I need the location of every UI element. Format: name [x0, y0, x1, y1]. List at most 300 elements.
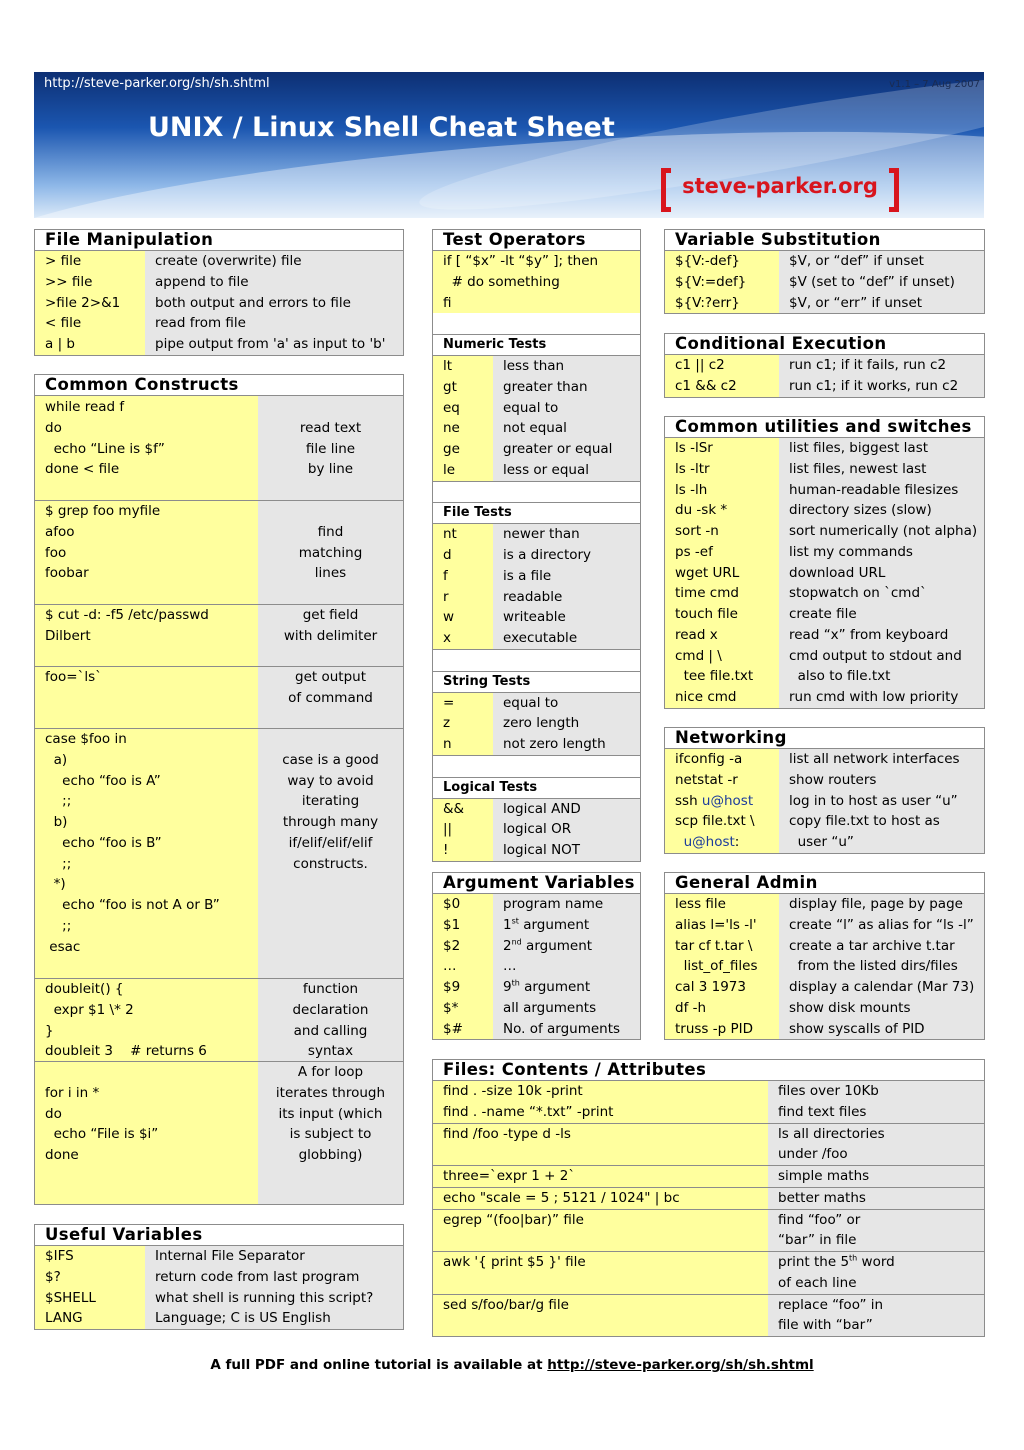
construct-line: [35, 1021, 403, 1042]
construct-line: [35, 667, 403, 688]
useful-variables-box: [34, 1224, 404, 1330]
common-utilities-desc: stopwatch on `cmd`: [779, 583, 984, 604]
construct-line: [35, 771, 403, 792]
construct-desc: find: [317, 523, 344, 540]
file-tests-rows: [433, 524, 640, 649]
networking-desc: list all network interfaces: [779, 749, 984, 770]
argument-variables-row: [433, 998, 640, 1019]
common-utilities-desc: directory sizes (slow): [779, 500, 984, 521]
general-admin-key: truss -p PID: [665, 1019, 779, 1040]
logo-text: steve-parker.org: [682, 174, 878, 198]
file-tests-desc: readable: [493, 587, 640, 608]
construct-line: [35, 688, 403, 709]
construct-desc: get output: [295, 669, 366, 685]
file-tests-op: d: [433, 545, 493, 566]
networking-desc: copy file.txt to host as: [779, 811, 984, 832]
test-operators-title: Test Operators: [433, 230, 640, 251]
files-contents-cmd: find . -name “*.txt” -print: [433, 1102, 768, 1123]
common-utilities-key: time cmd: [665, 583, 779, 604]
general-admin-row: [665, 915, 984, 936]
variable-substitution-row: [665, 251, 984, 272]
networking-key: ssh u@host: [665, 791, 779, 812]
networking-row: [665, 832, 984, 853]
construct-desc: if/elif/elif/elif: [288, 834, 373, 851]
construct-code: ;;: [45, 793, 72, 810]
numeric-tests-op: lt: [433, 356, 493, 377]
string-tests-desc: not zero length: [493, 734, 640, 755]
construct-code: expr $1 \* 2: [45, 1001, 134, 1018]
construct-line: [35, 563, 403, 584]
argument-variables-key: $0: [433, 894, 493, 915]
logical-tests-rows: [433, 799, 640, 861]
files-contents-row: [433, 1081, 984, 1102]
construct-line: [35, 1104, 403, 1125]
numeric-tests-desc: greater or equal: [493, 439, 640, 460]
spacer: [433, 756, 640, 777]
file-tests-row: [433, 545, 640, 566]
common-utilities-desc: create file: [779, 604, 984, 625]
common-utilities-key: cmd | \: [665, 646, 779, 667]
numeric-tests-op: ge: [433, 439, 493, 460]
file-manipulation-rows: [35, 251, 403, 355]
argument-variables-row: [433, 936, 640, 957]
general-admin-desc: from the listed dirs/files: [779, 956, 984, 977]
logical-tests-op: !: [433, 840, 493, 861]
construct-code: do: [45, 1105, 62, 1122]
conditional-execution-box: [664, 333, 985, 398]
common-utilities-title: Common utilities and switches: [665, 417, 984, 438]
file-tests-op: x: [433, 628, 493, 649]
construct-line: [35, 854, 403, 875]
header-banner: [34, 72, 984, 218]
files-contents-row: [433, 1210, 984, 1231]
file-tests-desc: is a directory: [493, 545, 640, 566]
footer: [0, 1357, 1024, 1373]
numeric-tests-rows: [433, 356, 640, 481]
networking-box: [664, 727, 985, 854]
construct-code: case $foo in: [45, 731, 127, 747]
argument-variables-row: [433, 915, 640, 936]
files-contents-desc: file with “bar”: [768, 1315, 984, 1336]
files-contents-desc: files over 10Kb: [768, 1081, 984, 1102]
common-utilities-key: ls -lSr: [665, 438, 779, 459]
useful-variables-rows: [35, 1246, 403, 1329]
argument-variables-row: [433, 1019, 640, 1040]
user-host-text: u@host: [701, 792, 754, 809]
variable-substitution-title: Variable Substitution: [665, 230, 984, 251]
construct-code: b): [45, 814, 68, 830]
files-contents-cmd: find /foo -type d -ls: [433, 1124, 768, 1145]
construct-desc: globbing): [298, 1147, 363, 1163]
files-contents-desc: replace “foo” in: [768, 1295, 984, 1316]
file-manipulation-row: [35, 334, 403, 355]
file-tests-desc: executable: [493, 628, 640, 649]
argument-variables-desc: 9th argument: [493, 977, 640, 998]
argument-variables-desc: 1st argument: [493, 915, 640, 936]
conditional-execution-desc: run c1; if it works, run c2: [779, 376, 984, 397]
useful-variables-row: [35, 1246, 403, 1267]
string-tests-op: n: [433, 734, 493, 755]
files-contents-cmd: three=`expr 1 + 2`: [433, 1166, 768, 1187]
common-utilities-box: [664, 416, 985, 709]
networking-key: netstat -r: [665, 770, 779, 791]
construct-code: ;;: [45, 917, 72, 934]
networking-key: scp file.txt \: [665, 811, 779, 832]
file-manipulation-row: [35, 272, 403, 293]
networking-row: [665, 770, 984, 791]
files-contents-row: [433, 1315, 984, 1336]
files-contents-desc: better maths: [768, 1188, 984, 1209]
file-manipulation-key: >> file: [35, 272, 145, 293]
variable-substitution-desc: $V (set to “def” if unset): [779, 272, 984, 293]
useful-variables-row: [35, 1288, 403, 1309]
construct-code: esac: [45, 938, 81, 955]
files-contents-row: [433, 1230, 984, 1252]
header-url[interactable]: http://steve-parker.org/sh/sh.shtml: [44, 76, 270, 91]
conditional-execution-title: Conditional Execution: [665, 334, 984, 355]
general-admin-key: tar cf t.tar \: [665, 936, 779, 957]
group-divider: [35, 1061, 403, 1062]
construct-desc: lines: [314, 565, 347, 582]
files-contents-cmd: echo "scale = 5 ; 5121 / 1024" | bc: [433, 1188, 768, 1209]
argument-variables-key: $9: [433, 977, 493, 998]
numeric-tests-row: [433, 398, 640, 419]
common-utilities-key: du -sk *: [665, 500, 779, 521]
spacer: [433, 482, 640, 503]
general-admin-row: [665, 936, 984, 957]
common-utilities-desc: read “x” from keyboard: [779, 625, 984, 646]
networking-rows: [665, 749, 984, 853]
variable-substitution-key: ${V:=def}: [665, 272, 779, 293]
file-manipulation-row: [35, 251, 403, 272]
construct-code: foobar: [45, 565, 89, 582]
general-admin-desc: display a calendar (Mar 73): [779, 977, 984, 998]
general-admin-key: alias l='ls -l': [665, 915, 779, 936]
footer-link[interactable]: http://steve-parker.org/sh/sh.shtml: [547, 1357, 814, 1373]
construct-line: [35, 1000, 403, 1021]
construct-code: for i in *: [45, 1084, 100, 1101]
files-contents-cmd: [433, 1273, 768, 1294]
networking-row: [665, 749, 984, 770]
file-manipulation-key: >file 2>&1: [35, 293, 145, 314]
numeric-tests-op: gt: [433, 377, 493, 398]
general-admin-key: cal 3 1973: [665, 977, 779, 998]
argument-variables-desc: 2nd argument: [493, 936, 640, 957]
construct-line: [35, 501, 403, 522]
construct-line: [35, 439, 403, 460]
construct-desc: read text: [299, 419, 362, 436]
common-utilities-desc: list my commands: [779, 542, 984, 563]
numeric-tests-op: ne: [433, 418, 493, 439]
common-utilities-key: sort -n: [665, 521, 779, 542]
construct-code: echo “File is $i”: [45, 1126, 159, 1143]
construct-desc: case is a good: [282, 751, 379, 768]
numeric-tests-row: [433, 377, 640, 398]
numeric-tests-row: [433, 418, 640, 439]
string-tests-op: =: [433, 693, 493, 714]
common-utilities-row: [665, 583, 984, 604]
construct-code: a): [45, 751, 68, 768]
file-manipulation-key: a | b: [35, 334, 145, 355]
common-utilities-row: [665, 521, 984, 542]
general-admin-desc: show disk mounts: [779, 998, 984, 1019]
argument-variables-desc: …: [493, 956, 640, 977]
general-admin-row: [665, 1019, 984, 1040]
general-admin-row: [665, 894, 984, 915]
construct-code: done: [45, 1147, 79, 1163]
argument-variables-key: $1: [433, 915, 493, 936]
construct-line: [35, 397, 403, 418]
construct-desc: of command: [288, 689, 373, 706]
argument-variables-desc: all arguments: [493, 998, 640, 1019]
construct-line: [35, 605, 403, 626]
files-contents-cmd: [433, 1315, 768, 1336]
construct-code: $ grep foo myfile: [45, 503, 161, 519]
construct-desc: its input (which: [278, 1105, 383, 1122]
common-utilities-desc: run cmd with low priority: [779, 687, 984, 708]
useful-variables-desc: return code from last program: [145, 1267, 403, 1288]
numeric-tests-desc: equal to: [493, 398, 640, 419]
general-admin-row: [665, 956, 984, 977]
spacer: [433, 650, 640, 671]
page-title: UNIX / Linux Shell Cheat Sheet: [148, 112, 615, 143]
conditional-execution-desc: run c1; if it fails, run c2: [779, 355, 984, 376]
files-contents-row: [433, 1273, 984, 1295]
string-tests-desc: zero length: [493, 713, 640, 734]
variable-substitution-desc: $V, or “def” if unset: [779, 251, 984, 272]
files-contents-desc: find “foo” or: [768, 1210, 984, 1231]
common-utilities-row: [665, 480, 984, 501]
files-contents-title: Files: Contents / Attributes: [433, 1060, 984, 1081]
general-admin-box: [664, 872, 985, 1040]
argument-variables-key: $#: [433, 1019, 493, 1040]
construct-line: [35, 1041, 403, 1062]
networking-key: ifconfig -a: [665, 749, 779, 770]
file-manipulation-key: > file: [35, 251, 145, 272]
construct-code: $ cut -d: -f5 /etc/passwd: [45, 607, 209, 623]
variable-substitution-row: [665, 293, 984, 314]
construct-code: while read f: [45, 399, 125, 415]
numeric-tests-desc: less or equal: [493, 460, 640, 481]
file-manipulation-key: < file: [35, 313, 145, 334]
file-manipulation-box: [34, 229, 404, 356]
logical-tests-title: Logical Tests: [433, 778, 640, 799]
common-constructs-title: Common Constructs: [35, 375, 403, 396]
logical-tests-op: ||: [433, 819, 493, 840]
variable-substitution-key: ${V:-def}: [665, 251, 779, 272]
construct-desc: is subject to: [289, 1126, 372, 1143]
construct-line: [35, 791, 403, 812]
construct-code: doubleit() {: [45, 981, 124, 997]
construct-code: foo=`ls`: [45, 669, 102, 685]
construct-code: afoo: [45, 523, 75, 540]
common-utilities-desc: download URL: [779, 563, 984, 584]
file-tests-row: [433, 607, 640, 628]
construct-desc: and calling: [293, 1022, 368, 1039]
common-utilities-desc: also to file.txt: [779, 666, 984, 687]
common-utilities-row: [665, 500, 984, 521]
numeric-tests-row: [433, 439, 640, 460]
construct-line: [35, 418, 403, 439]
conditional-execution-key: c1 || c2: [665, 355, 779, 376]
group-divider: [35, 500, 403, 501]
ordinal-suffix: st: [511, 916, 519, 926]
files-contents-row: [433, 1295, 984, 1316]
test-code-text: fi: [433, 293, 640, 314]
construct-desc: with delimiter: [283, 627, 378, 644]
common-utilities-row: [665, 459, 984, 480]
general-admin-key: less file: [665, 894, 779, 915]
construct-line: [35, 895, 403, 916]
logo-bracket-right: [889, 168, 899, 212]
files-contents-row: [433, 1188, 984, 1210]
file-tests-title: File Tests: [433, 503, 640, 524]
useful-variables-desc: Internal File Separator: [145, 1246, 403, 1267]
file-tests-op: f: [433, 566, 493, 587]
variable-substitution-rows: [665, 251, 984, 313]
construct-code: done < file: [45, 461, 120, 478]
common-utilities-key: ps -ef: [665, 542, 779, 563]
file-tests-row: [433, 587, 640, 608]
construct-code: ;;: [45, 855, 72, 872]
construct-line: [35, 833, 403, 854]
logical-tests-desc: logical NOT: [493, 840, 640, 861]
construct-desc: matching: [298, 544, 363, 561]
files-contents-rows: [433, 1081, 984, 1336]
common-utilities-desc: human-readable filesizes: [779, 480, 984, 501]
construct-line: [35, 522, 403, 543]
files-contents-desc: “bar” in file: [768, 1230, 984, 1251]
construct-desc: by line: [307, 461, 354, 478]
general-admin-desc: display file, page by page: [779, 894, 984, 915]
construct-code: do: [45, 419, 62, 436]
file-tests-row: [433, 628, 640, 649]
files-contents-cmd: find . -size 10k -print: [433, 1081, 768, 1102]
logical-tests-row: [433, 819, 640, 840]
common-utilities-key: ls -ltr: [665, 459, 779, 480]
files-contents-box: [432, 1059, 985, 1337]
logical-tests-desc: logical AND: [493, 799, 640, 820]
file-tests-row: [433, 524, 640, 545]
string-tests-title: String Tests: [433, 672, 640, 693]
networking-row: [665, 791, 984, 812]
file-manipulation-title: File Manipulation: [35, 230, 403, 251]
argument-variables-row: [433, 894, 640, 915]
file-manipulation-desc: append to file: [145, 272, 403, 293]
files-contents-cmd: [433, 1230, 768, 1251]
argument-variables-row: [433, 956, 640, 977]
common-utilities-key: nice cmd: [665, 687, 779, 708]
common-utilities-desc: list files, biggest last: [779, 438, 984, 459]
test-operators-box: [432, 229, 641, 862]
common-utilities-rows: [665, 438, 984, 708]
file-manipulation-desc: pipe output from 'a' as input to 'b': [145, 334, 403, 355]
group-divider: [35, 978, 403, 979]
files-contents-row: [433, 1166, 984, 1188]
numeric-tests-row: [433, 460, 640, 481]
common-utilities-key: tee file.txt: [665, 666, 779, 687]
numeric-tests-op: eq: [433, 398, 493, 419]
general-admin-key: list_of_files: [665, 956, 779, 977]
useful-variables-key: LANG: [35, 1308, 145, 1329]
common-utilities-row: [665, 563, 984, 584]
group-divider: [35, 604, 403, 605]
logical-tests-desc: logical OR: [493, 819, 640, 840]
common-utilities-row: [665, 646, 984, 667]
header-version: v1.1 – 7 Aug 2007: [889, 79, 980, 90]
spacer: [433, 313, 640, 334]
group-divider: [35, 728, 403, 729]
conditional-execution-row: [665, 376, 984, 397]
construct-desc: iterates through: [275, 1084, 386, 1101]
files-contents-cmd: awk '{ print $5 }' file: [433, 1252, 768, 1273]
numeric-tests-desc: greater than: [493, 377, 640, 398]
argument-variables-row: [433, 977, 640, 998]
networking-key: u@host:: [665, 832, 779, 853]
argument-variables-box: [432, 872, 641, 1040]
argument-variables-desc: program name: [493, 894, 640, 915]
conditional-execution-row: [665, 355, 984, 376]
test-code-text: # do something: [433, 272, 640, 293]
construct-line: [35, 812, 403, 833]
argument-variables-key: $*: [433, 998, 493, 1019]
variable-substitution-box: [664, 229, 985, 314]
files-contents-desc: find text files: [768, 1102, 984, 1123]
variable-substitution-key: ${V:?err}: [665, 293, 779, 314]
ordinal-suffix: nd: [511, 937, 522, 946]
string-tests-rows: [433, 693, 640, 755]
file-tests-row: [433, 566, 640, 587]
ordinal-suffix: th: [849, 1253, 858, 1263]
general-admin-desc: create a tar archive t.tar: [779, 936, 984, 957]
construct-desc: syntax: [307, 1043, 354, 1060]
files-contents-row: [433, 1124, 984, 1145]
files-contents-desc: simple maths: [768, 1166, 984, 1187]
numeric-tests-desc: not equal: [493, 418, 640, 439]
file-tests-desc: is a file: [493, 566, 640, 587]
file-manipulation-row: [35, 313, 403, 334]
useful-variables-key: $IFS: [35, 1246, 145, 1267]
construct-line: [35, 750, 403, 771]
construct-code: Dilbert: [45, 627, 91, 644]
files-contents-cmd: sed s/foo/bar/g file: [433, 1295, 768, 1316]
construct-desc: way to avoid: [287, 772, 374, 789]
general-admin-desc: show syscalls of PID: [779, 1019, 984, 1040]
string-tests-row: [433, 713, 640, 734]
networking-title: Networking: [665, 728, 984, 749]
construct-line: [35, 916, 403, 937]
construct-code: foo: [45, 544, 67, 561]
construct-desc: through many: [282, 814, 379, 830]
construct-desc: get field: [302, 607, 359, 623]
logical-tests-row: [433, 840, 640, 861]
common-utilities-row: [665, 625, 984, 646]
construct-line: [35, 1124, 403, 1145]
argument-variables-key: $2: [433, 936, 493, 957]
argument-variables-key: …: [433, 956, 493, 977]
construct-line: [35, 729, 403, 750]
construct-code: echo “foo is B”: [45, 834, 162, 851]
useful-variables-key: $SHELL: [35, 1288, 145, 1309]
useful-variables-title: Useful Variables: [35, 1225, 403, 1246]
test-code-line: [433, 272, 640, 293]
files-contents-desc: ls all directories: [768, 1124, 984, 1145]
common-utilities-row: [665, 542, 984, 563]
construct-code: *): [45, 876, 66, 893]
common-utilities-key: ls -lh: [665, 480, 779, 501]
construct-code: echo “foo is A”: [45, 772, 161, 789]
networking-desc: user “u”: [779, 832, 984, 853]
